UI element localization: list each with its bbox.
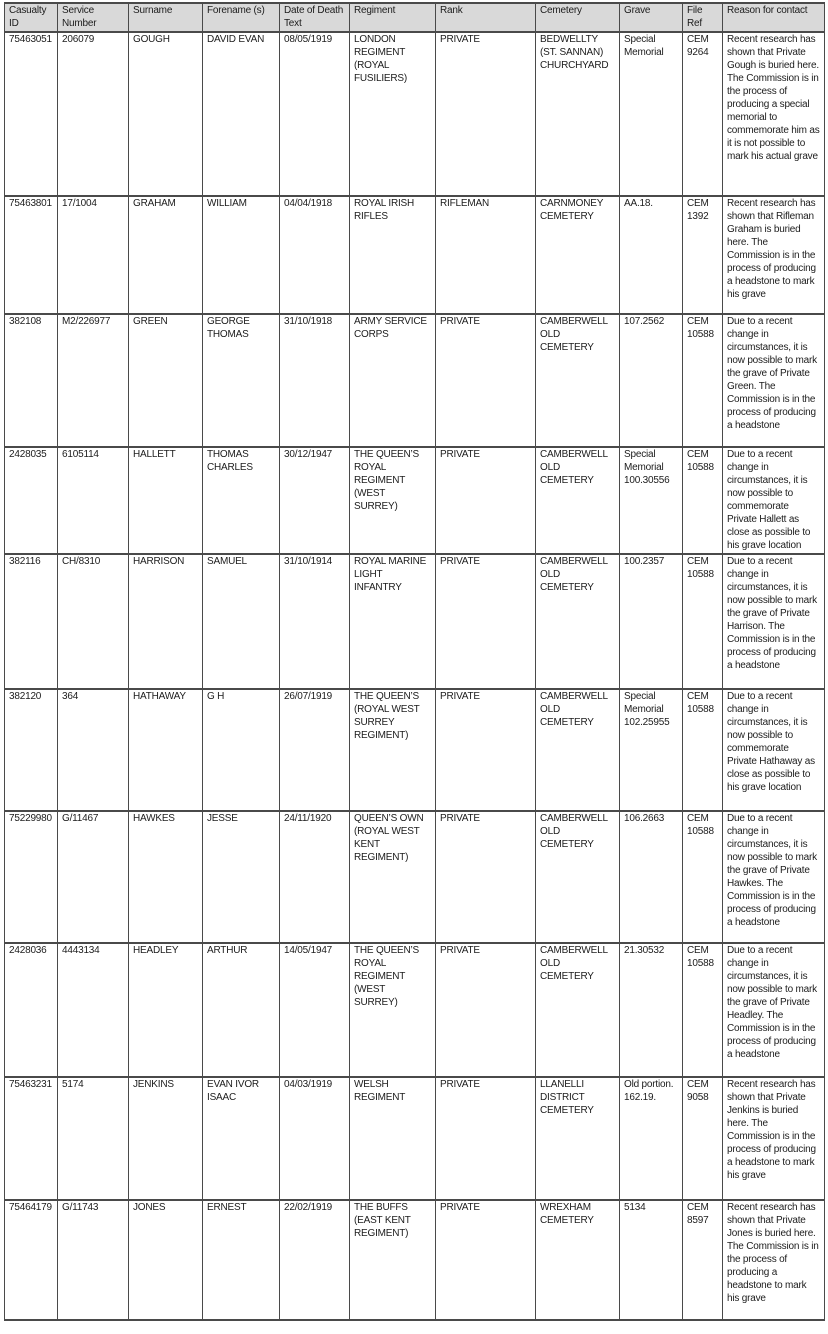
cell-regiment: THE BUFFS (EAST KENT REGIMENT) [350, 1200, 436, 1320]
cell-surname: GRAHAM [129, 196, 203, 314]
cell-surname: GREEN [129, 314, 203, 447]
cell-surname: GOUGH [129, 32, 203, 196]
cell-grave: 21.30532 [620, 943, 683, 1077]
cell-surname: JONES [129, 1200, 203, 1320]
table-row [5, 1200, 825, 1320]
cell-casualty-id: 75229980 [5, 811, 58, 943]
table-row [5, 811, 825, 943]
cell-forename-s: GEORGE THOMAS [203, 314, 280, 447]
cell-grave: Special Memorial 102.25955 [620, 689, 683, 811]
cell-service-number: 4443134 [58, 943, 129, 1077]
cell-reason-for-contact: Due to a recent change in circumstances, it is now possible to mark the grave of Private Hawkes. The Commission is in the process of producing a headstone [723, 811, 825, 943]
cell-casualty-id: 75464179 [5, 1200, 58, 1320]
cell-rank: PRIVATE [436, 314, 536, 447]
cell-rank: PRIVATE [436, 447, 536, 554]
cell-regiment: THE QUEEN’S ROYAL REGIMENT (WEST SURREY) [350, 943, 436, 1077]
cell-rank: PRIVATE [436, 1077, 536, 1200]
cell-rank: PRIVATE [436, 32, 536, 196]
cell-service-number: G/11743 [58, 1200, 129, 1320]
cell-cemetery: CAMBERWELL OLD CEMETERY [536, 554, 620, 689]
column-header-forename-s: Forename (s) [203, 3, 280, 32]
cell-grave: Special Memorial 100.30556 [620, 447, 683, 554]
cell-rank: PRIVATE [436, 689, 536, 811]
table-row [5, 314, 825, 447]
cell-cemetery: CAMBERWELL OLD CEMETERY [536, 689, 620, 811]
cell-forename-s: WILLIAM [203, 196, 280, 314]
cell-date-of-death-text: 24/11/1920 [280, 811, 350, 943]
cell-service-number: 364 [58, 689, 129, 811]
cell-casualty-id: 382116 [5, 554, 58, 689]
cell-cemetery: CAMBERWELL OLD CEMETERY [536, 447, 620, 554]
cell-regiment: ROYAL MARINE LIGHT INFANTRY [350, 554, 436, 689]
column-header-file-ref: File Ref [683, 3, 723, 32]
column-header-regiment: Regiment [350, 3, 436, 32]
header-row [5, 3, 825, 32]
cell-cemetery: CAMBERWELL OLD CEMETERY [536, 314, 620, 447]
cell-regiment: THE QUEEN’S (ROYAL WEST SURREY REGIMENT) [350, 689, 436, 811]
cell-regiment: ARMY SERVICE CORPS [350, 314, 436, 447]
cell-grave: AA.18. [620, 196, 683, 314]
cell-date-of-death-text: 04/03/1919 [280, 1077, 350, 1200]
cell-reason-for-contact: Due to a recent change in circumstances, it is now possible to mark the grave of Private Headley. The Commission is in the process of producing a headstone [723, 943, 825, 1077]
column-header-rank: Rank [436, 3, 536, 32]
cell-forename-s: ERNEST [203, 1200, 280, 1320]
cell-reason-for-contact: Due to a recent change in circumstances, it is now possible to mark the grave of Private Harrison. The Commission is in the process of producing a headstone [723, 554, 825, 689]
cell-date-of-death-text: 31/10/1918 [280, 314, 350, 447]
cell-forename-s: DAVID EVAN [203, 32, 280, 196]
table-row [5, 32, 825, 196]
cell-reason-for-contact: Due to a recent change in circumstances, it is now possible to commemorate Private Hallett as close as possible to his grave location [723, 447, 825, 554]
table-row [5, 196, 825, 314]
cell-surname: HARRISON [129, 554, 203, 689]
cell-date-of-death-text: 22/02/1919 [280, 1200, 350, 1320]
table-body [5, 32, 825, 1320]
cell-surname: HEADLEY [129, 943, 203, 1077]
cell-forename-s: JESSE [203, 811, 280, 943]
cell-regiment: ROYAL IRISH RIFLES [350, 196, 436, 314]
cell-cemetery: CAMBERWELL OLD CEMETERY [536, 943, 620, 1077]
table-header [5, 3, 825, 32]
cell-reason-for-contact: Recent research has shown that Private Gough is buried here. The Commission is in the process of producing a special memorial to commemorate him as it is not possible to mark his actual grave [723, 32, 825, 196]
cell-file-ref: CEM 10588 [683, 689, 723, 811]
cell-grave: Special Memorial [620, 32, 683, 196]
table-row [5, 1077, 825, 1200]
cell-forename-s: G H [203, 689, 280, 811]
cell-file-ref: CEM 8597 [683, 1200, 723, 1320]
cell-service-number: 6105114 [58, 447, 129, 554]
cell-reason-for-contact: Due to a recent change in circumstances, it is now possible to mark the grave of Private Green. The Commission is in the process of producing a headstone [723, 314, 825, 447]
cell-date-of-death-text: 08/05/1919 [280, 32, 350, 196]
table-row [5, 689, 825, 811]
cell-grave: 107.2562 [620, 314, 683, 447]
cell-service-number: 17/1004 [58, 196, 129, 314]
cell-surname: HALLETT [129, 447, 203, 554]
cell-casualty-id: 382108 [5, 314, 58, 447]
cell-grave: Old portion. 162.19. [620, 1077, 683, 1200]
column-header-cemetery: Cemetery [536, 3, 620, 32]
cell-reason-for-contact: Recent research has shown that Private Jenkins is buried here. The Commission is in the process of producing a headstone to mark his grave [723, 1077, 825, 1200]
cell-file-ref: CEM 9264 [683, 32, 723, 196]
cell-cemetery: CAMBERWELL OLD CEMETERY [536, 811, 620, 943]
cell-file-ref: CEM 10588 [683, 554, 723, 689]
cell-cemetery: LLANELLI DISTRICT CEMETERY [536, 1077, 620, 1200]
cell-casualty-id: 75463801 [5, 196, 58, 314]
cell-file-ref: CEM 10588 [683, 314, 723, 447]
cell-rank: PRIVATE [436, 554, 536, 689]
column-header-service-number: Service Number [58, 3, 129, 32]
casualty-records-table [4, 2, 825, 1321]
cell-surname: JENKINS [129, 1077, 203, 1200]
cell-service-number: 206079 [58, 32, 129, 196]
cell-service-number: M2/226977 [58, 314, 129, 447]
column-header-reason-for-contact: Reason for contact [723, 3, 825, 32]
cell-grave: 5134 [620, 1200, 683, 1320]
cell-service-number: CH/8310 [58, 554, 129, 689]
cell-surname: HATHAWAY [129, 689, 203, 811]
cell-casualty-id: 2428036 [5, 943, 58, 1077]
cell-reason-for-contact: Recent research has shown that Private Jones is buried here. The Commission is in the process of producing a headstone to mark his grave [723, 1200, 825, 1320]
cell-file-ref: CEM 10588 [683, 447, 723, 554]
cell-file-ref: CEM 10588 [683, 943, 723, 1077]
cell-date-of-death-text: 31/10/1914 [280, 554, 350, 689]
cell-forename-s: EVAN IVOR ISAAC [203, 1077, 280, 1200]
cell-reason-for-contact: Recent research has shown that Rifleman Graham is buried here. The Commission is in the process of producing a headstone to mark his grave [723, 196, 825, 314]
cell-file-ref: CEM 10588 [683, 811, 723, 943]
cell-date-of-death-text: 26/07/1919 [280, 689, 350, 811]
cell-file-ref: CEM 1392 [683, 196, 723, 314]
column-header-surname: Surname [129, 3, 203, 32]
cell-rank: PRIVATE [436, 943, 536, 1077]
cell-casualty-id: 2428035 [5, 447, 58, 554]
cell-forename-s: ARTHUR [203, 943, 280, 1077]
cell-file-ref: CEM 9058 [683, 1077, 723, 1200]
cell-cemetery: BEDWELLTY (ST. SANNAN) CHURCHYARD [536, 32, 620, 196]
cell-service-number: G/11467 [58, 811, 129, 943]
cell-regiment: QUEEN’S OWN (ROYAL WEST KENT REGIMENT) [350, 811, 436, 943]
column-header-grave: Grave [620, 3, 683, 32]
table-row [5, 943, 825, 1077]
cell-date-of-death-text: 14/05/1947 [280, 943, 350, 1077]
cell-casualty-id: 75463231 [5, 1077, 58, 1200]
table-row [5, 447, 825, 554]
cell-regiment: LONDON REGIMENT (ROYAL FUSILIERS) [350, 32, 436, 196]
cell-cemetery: CARNMONEY CEMETERY [536, 196, 620, 314]
cell-surname: HAWKES [129, 811, 203, 943]
column-header-casualty-id: Casualty ID [5, 3, 58, 32]
cell-date-of-death-text: 04/04/1918 [280, 196, 350, 314]
cell-grave: 100.2357 [620, 554, 683, 689]
cell-forename-s: SAMUEL [203, 554, 280, 689]
cell-service-number: 5174 [58, 1077, 129, 1200]
column-header-date-of-death-text: Date of Death Text [280, 3, 350, 32]
cell-forename-s: THOMAS CHARLES [203, 447, 280, 554]
cell-regiment: THE QUEEN’S ROYAL REGIMENT (WEST SURREY) [350, 447, 436, 554]
cell-grave: 106.2663 [620, 811, 683, 943]
cell-date-of-death-text: 30/12/1947 [280, 447, 350, 554]
cell-rank: RIFLEMAN [436, 196, 536, 314]
cell-reason-for-contact: Due to a recent change in circumstances, it is now possible to commemorate Private Hathaway as close as possible to his grave location [723, 689, 825, 811]
cell-rank: PRIVATE [436, 1200, 536, 1320]
cell-regiment: WELSH REGIMENT [350, 1077, 436, 1200]
cell-rank: PRIVATE [436, 811, 536, 943]
cell-cemetery: WREXHAM CEMETERY [536, 1200, 620, 1320]
cell-casualty-id: 75463051 [5, 32, 58, 196]
cell-casualty-id: 382120 [5, 689, 58, 811]
table-row [5, 554, 825, 689]
